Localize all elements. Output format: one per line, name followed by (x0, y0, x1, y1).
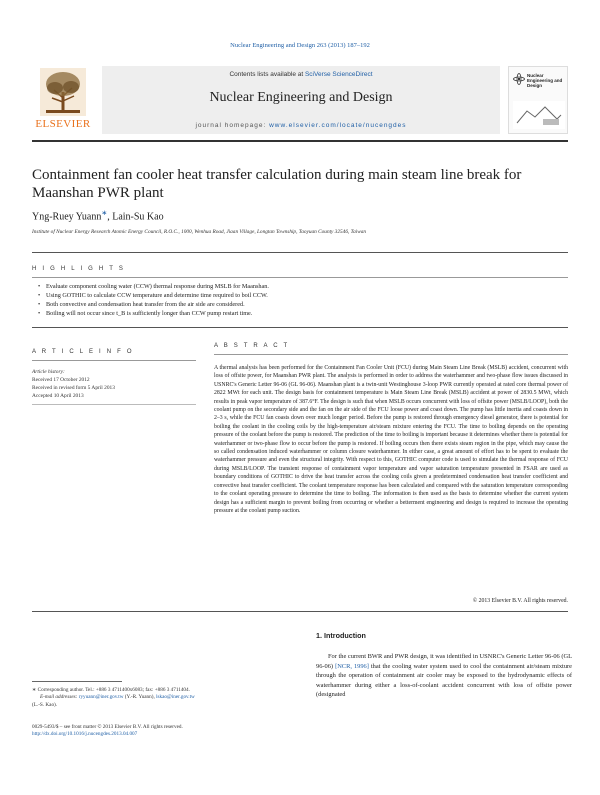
journal-cover-thumbnail (508, 66, 568, 134)
contents-prefix: Contents lists available at (229, 71, 305, 78)
authors (32, 209, 164, 222)
author-2[interactable]: , Lain-Su Kao (107, 211, 164, 223)
email-link-1[interactable]: ryyuann@iner.gov.tw (78, 694, 124, 701)
copyright-line: © 2013 Elsevier B.V. All rights reserved. (472, 598, 568, 604)
divider-bottom (32, 611, 568, 612)
article-info-end-rule (32, 404, 196, 405)
email-label: E-mail addresses: (40, 694, 78, 701)
history-revised: Received in revised form 5 April 2013 (32, 385, 115, 391)
footnote-rule (32, 681, 122, 682)
highlight-item: • Both convective and condensation heat transfer from the air side are considered. (38, 300, 568, 309)
sciencedirect-link[interactable]: SciVerse ScienceDirect (304, 71, 373, 78)
introduction-heading: 1. Introduction (316, 631, 366, 640)
highlights-heading: H I G H L I G H T S (32, 266, 126, 272)
journal-banner (102, 66, 500, 134)
highlights-rule (32, 277, 568, 278)
author-1[interactable]: Yng-Ruey Yuann (32, 211, 102, 223)
affiliation: Institute of Nuclear Energy Research Atomic Energy Council, R.O.C., 1000, Wenhua Road, Jiaan Village, Longtan Township, Taoyuan County 32546, Taiwan (32, 229, 367, 235)
email-owner-1: (Y.-R. Yuann), (123, 694, 157, 701)
email-link-2[interactable]: lskao@iner.gov.tw (156, 694, 195, 701)
contents-line (102, 71, 500, 78)
elsevier-tree-icon (40, 68, 86, 116)
abstract-rule (214, 354, 568, 355)
journal-reference[interactable]: Nuclear Engineering and Design 263 (2013) 187–192 (230, 42, 370, 49)
introduction-text (316, 652, 572, 700)
cover-artwork (513, 101, 565, 129)
highlight-item: • Boiling will not occur since t_B is sufficiently longer than CCW pump restart time. (38, 309, 568, 318)
article-info-heading: A R T I C L E I N F O (32, 349, 134, 355)
highlight-item: • Evaluate component cooling water (CCW) thermal response during MSLB for Maanshan. (38, 282, 568, 291)
cover-title: Nuclear Engineering and Design (527, 73, 563, 88)
article-history (32, 368, 115, 400)
email-owner-2: (L.-S. Kao). (32, 701, 58, 708)
footnote (32, 687, 292, 709)
intro-text-b: that the cooling water system used to cool the containment air/steam mixture through the operation of containment air cooler may be exposed to the hydrodynamic effects of waterhammer during either a loss-of-coolant accident concurrent with loss of offsite power (designated (316, 662, 572, 699)
corresponding-author-note: ∗ Corresponding author. Tel.: +886 3 4711400x6083; fax: +886 3 4711404. (32, 687, 190, 693)
intro-text-a: For the current BWR and PWR design, it was identified in USNRC's Generic Letter 96-06 (GL 96-06) (316, 653, 572, 670)
highlights-list (38, 282, 568, 318)
article-info-rule (32, 360, 196, 361)
history-label: Article history: (32, 369, 65, 375)
journal-homepage (102, 122, 500, 129)
masthead (32, 66, 568, 136)
masthead-rule (32, 140, 568, 142)
doi-link[interactable]: http://dx.doi.org/10.1016/j.nucengdes.2013.04.007 (32, 731, 138, 738)
publication-info (32, 724, 292, 739)
citation-link[interactable]: [NCR, 1996] (335, 662, 369, 670)
issn-line: 0029-5493/$ – see front matter © 2013 Elsevier B.V. All rights reserved. (32, 724, 183, 730)
history-received: Received 17 October 2012 (32, 377, 90, 383)
abstract-text: A thermal analysis has been performed for the Containment Fan Cooler Unit (FCU) during Main Steam Line Break (MSLB) accident, concurrent with loss of offsite power, for Maanshan PWR plant. The analysis is performed in order to address the waterhammer and two-phase flow issues discussed in USNRC's Generic Letter 96-06 (GL 96-06). Maanshan plant is a twin-unit Westinghouse 3-loop PWR currently operated at rated core thermal power of 2822 MWt for each unit. The design basis for containment temperature is Main Steam Line Break (MSLB) accident at power of 2830.5 MWt, which results in peak vapor temperature of 387.6°F. The design is such that when MSLB occurs concurrent with loss of offsite power (MSLB/LOOP), both the coolant pump on the secondary side and the fan on the air side of the FCU loose power and coast down. The pump has little inertia and coasts down in 2–3 s, while the FCU fan coasts down over much longer period. Before the pump is restored through emergency diesel generator, there is potential for boiling the coolant in the cooling coils by the high-temperature air/steam mixture entering the FCU. The time to boiling depends on the operating pressure of the coolant before the pump is restored. The prediction of the time to boiling is important because it determines whether there is potential for waterhammer or two-phase flow to occur before the pump is restored. If boiling occurs then there exists steam region in the pipe, which may cause the so called condensation induced waterhammer or column closure waterhammer. In either case, a great amount of effort has to be spent to evaluate the waterhammer pressure and even the structural integrity. With respect to this, GOTHIC computer code is used to simulate the thermal response of FCU during MSLB/LOOP. The transient response of containment vapor temperature and vapor saturation temperature presented in FSAR are used as boundary conditions of GOTHIC to drive the heat transfer across the cooling coils given a predetermined condensation heat transfer coefficient and convective heat transfer coefficient. The coolant temperature response has been calculated and compared with the saturation temperature corresponding to the coolant operating pressure to determine the time to boiling. The information is then used as the basis to determine whether the current system design has a sufficient margin to prevent boiling from occurring or whether a betterment engineering and design is required to increase the operating pressure at the coolant pump suction. (214, 365, 568, 514)
corresponding-author-mark[interactable]: ∗ (101, 209, 108, 217)
history-accepted: Accepted 10 April 2013 (32, 393, 84, 399)
elsevier-logo (32, 66, 94, 134)
publisher-name: ELSEVIER (35, 118, 91, 130)
homepage-link[interactable]: www.elsevier.com/locate/nucengdes (269, 122, 407, 129)
highlight-item: • Using GOTHIC to calculate CCW temperature and determine time required to boil CCW. (38, 291, 568, 300)
atom-icon (513, 73, 525, 85)
homepage-prefix: journal homepage: (195, 122, 270, 129)
divider-top (32, 252, 568, 253)
abstract-heading: A B S T R A C T (214, 343, 290, 349)
email-line (32, 694, 292, 701)
journal-name: Nuclear Engineering and Design (209, 90, 393, 105)
article-title: Containment fan cooler heat transfer calculation during main steam line break for Maanshan PWR plant (32, 167, 522, 201)
divider-mid (32, 327, 568, 328)
